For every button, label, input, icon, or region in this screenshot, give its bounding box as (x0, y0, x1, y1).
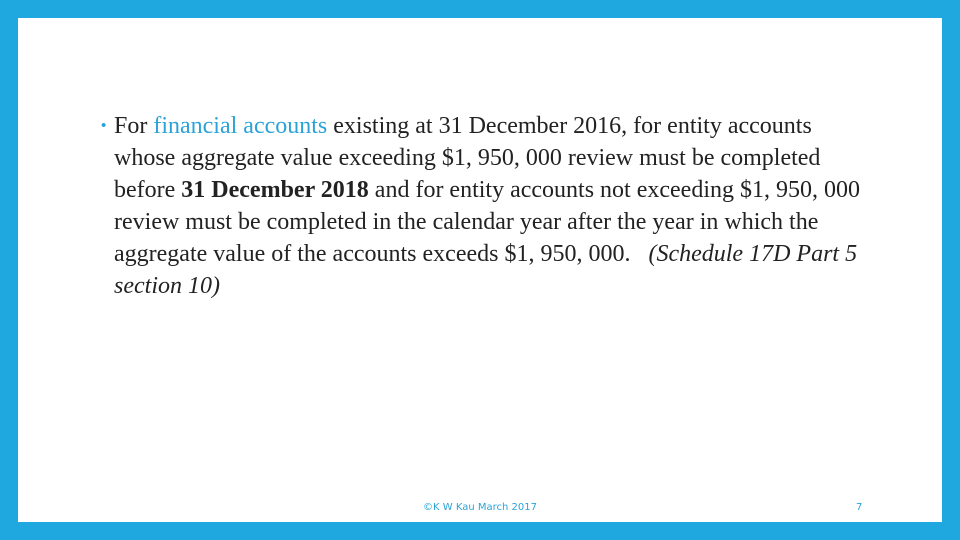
text-body-1: existing at 31 December 2016, for entity accounts whose aggregate value exceeding $1, 950, 000 review must be completed before (114, 113, 821, 203)
schedule-reference: (Schedule 17D Part 5 section 10) (114, 241, 858, 299)
financial-accounts-link[interactable]: financial accounts (153, 113, 328, 139)
footer-copyright: ©K W Kau March 2017 (423, 502, 537, 513)
bullet-dot-icon: • (101, 117, 107, 134)
text-body-2: and for entity accounts not exceeding $1, 950, 000 review must be completed in the calendar year after the year in which the aggregate value of the accounts exceeds $1, 950, 000. (114, 177, 860, 267)
bullet-point (101, 110, 874, 302)
deadline-date: 31 December 2018 (181, 177, 369, 203)
page-number: 7 (856, 502, 863, 513)
text-intro: For (114, 113, 154, 139)
slide (18, 18, 942, 522)
bullet-text (114, 110, 874, 302)
